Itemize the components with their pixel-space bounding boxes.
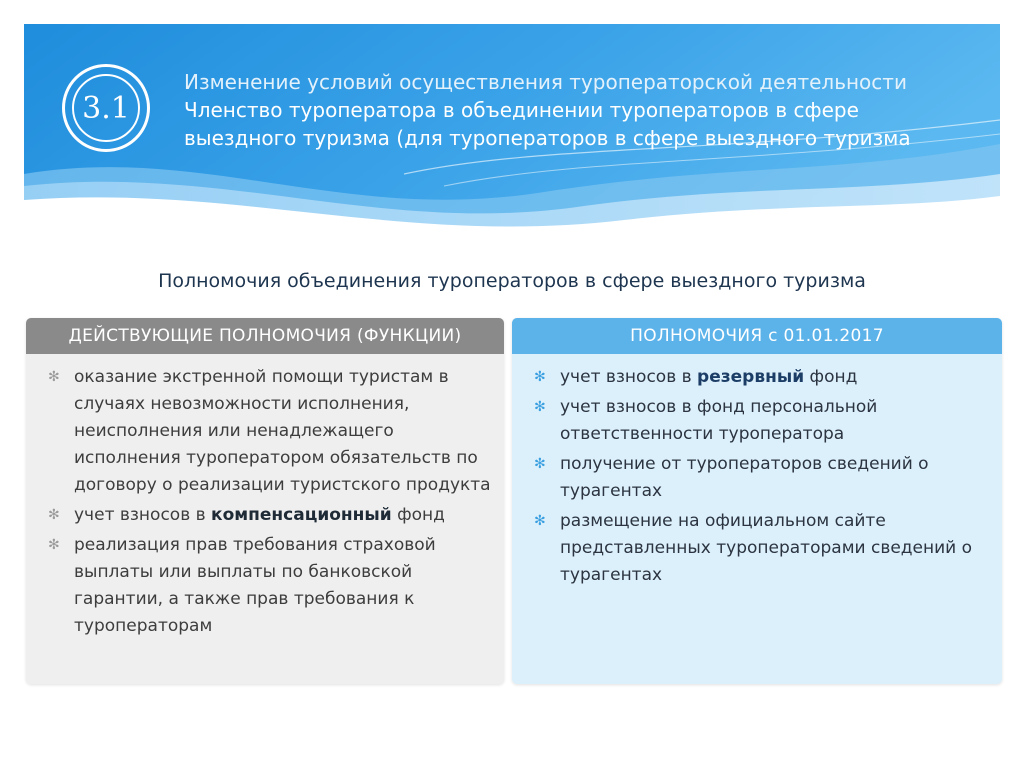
list-item bbox=[534, 394, 990, 448]
asterisk-bullet-icon: ✻ bbox=[534, 513, 546, 529]
current-powers-panel bbox=[26, 318, 504, 684]
header-line-1: Изменение условий осуществления туроператорской деятельности bbox=[184, 70, 907, 94]
list-item-text: учет взносов в фонд персональной ответственности туроператора bbox=[560, 397, 878, 444]
header-line-2: Членство туроператора в объединении туроператоров в сфере bbox=[184, 98, 859, 122]
list-item-text: реализация прав требования страховой выплаты или выплаты по банковской гарантии, а также прав требования к туроператорам bbox=[74, 535, 436, 636]
list-item bbox=[48, 502, 492, 529]
list-item bbox=[48, 364, 492, 499]
list-item bbox=[48, 532, 492, 640]
list-item-text-after: фонд bbox=[804, 367, 858, 387]
list-item-text: оказание экстренной помощи туристам в случаях невозможности исполнения, неисполнения или ненадлежащего исполнения туроператором обязательств по договору о реализации туристского продукта bbox=[74, 367, 491, 495]
header-banner bbox=[24, 24, 1000, 236]
section-number-badge bbox=[62, 64, 150, 152]
list-item-text: размещение на официальном сайте представленных туроператорами сведений о турагентах bbox=[560, 511, 973, 585]
list-item-emphasis: резервный bbox=[697, 367, 805, 387]
section-number: 3.1 bbox=[72, 74, 140, 142]
current-powers-header: ДЕЙСТВУЮЩИЕ ПОЛНОМОЧИЯ (ФУНКЦИИ) bbox=[26, 318, 504, 354]
list-item-text-after: фонд bbox=[391, 505, 445, 525]
asterisk-bullet-icon: ✻ bbox=[534, 456, 546, 472]
header-title bbox=[184, 68, 984, 152]
new-powers-list bbox=[512, 354, 1002, 589]
asterisk-bullet-icon: ✻ bbox=[534, 369, 546, 385]
asterisk-bullet-icon: ✻ bbox=[48, 507, 60, 523]
header-line-3: выездного туризма (для туроператоров в сфере выездного туризма bbox=[184, 126, 911, 150]
list-item-text-before: учет взносов в bbox=[560, 367, 698, 387]
list-item-text: получение от туроператоров сведений о турагентах bbox=[560, 454, 929, 501]
list-item-emphasis: компенсационный bbox=[211, 505, 392, 525]
asterisk-bullet-icon: ✻ bbox=[48, 369, 60, 385]
list-item-text-before: учет взносов в bbox=[74, 505, 212, 525]
asterisk-bullet-icon: ✻ bbox=[534, 399, 546, 415]
section-subtitle: Полномочия объединения туроператоров в сфере выездного туризма bbox=[158, 270, 866, 292]
current-powers-list bbox=[26, 354, 504, 640]
list-item bbox=[534, 364, 990, 391]
list-item bbox=[534, 451, 990, 505]
new-powers-header: ПОЛНОМОЧИЯ с 01.01.2017 bbox=[512, 318, 1002, 354]
list-item bbox=[534, 508, 990, 589]
new-powers-panel bbox=[512, 318, 1002, 684]
asterisk-bullet-icon: ✻ bbox=[48, 537, 60, 553]
